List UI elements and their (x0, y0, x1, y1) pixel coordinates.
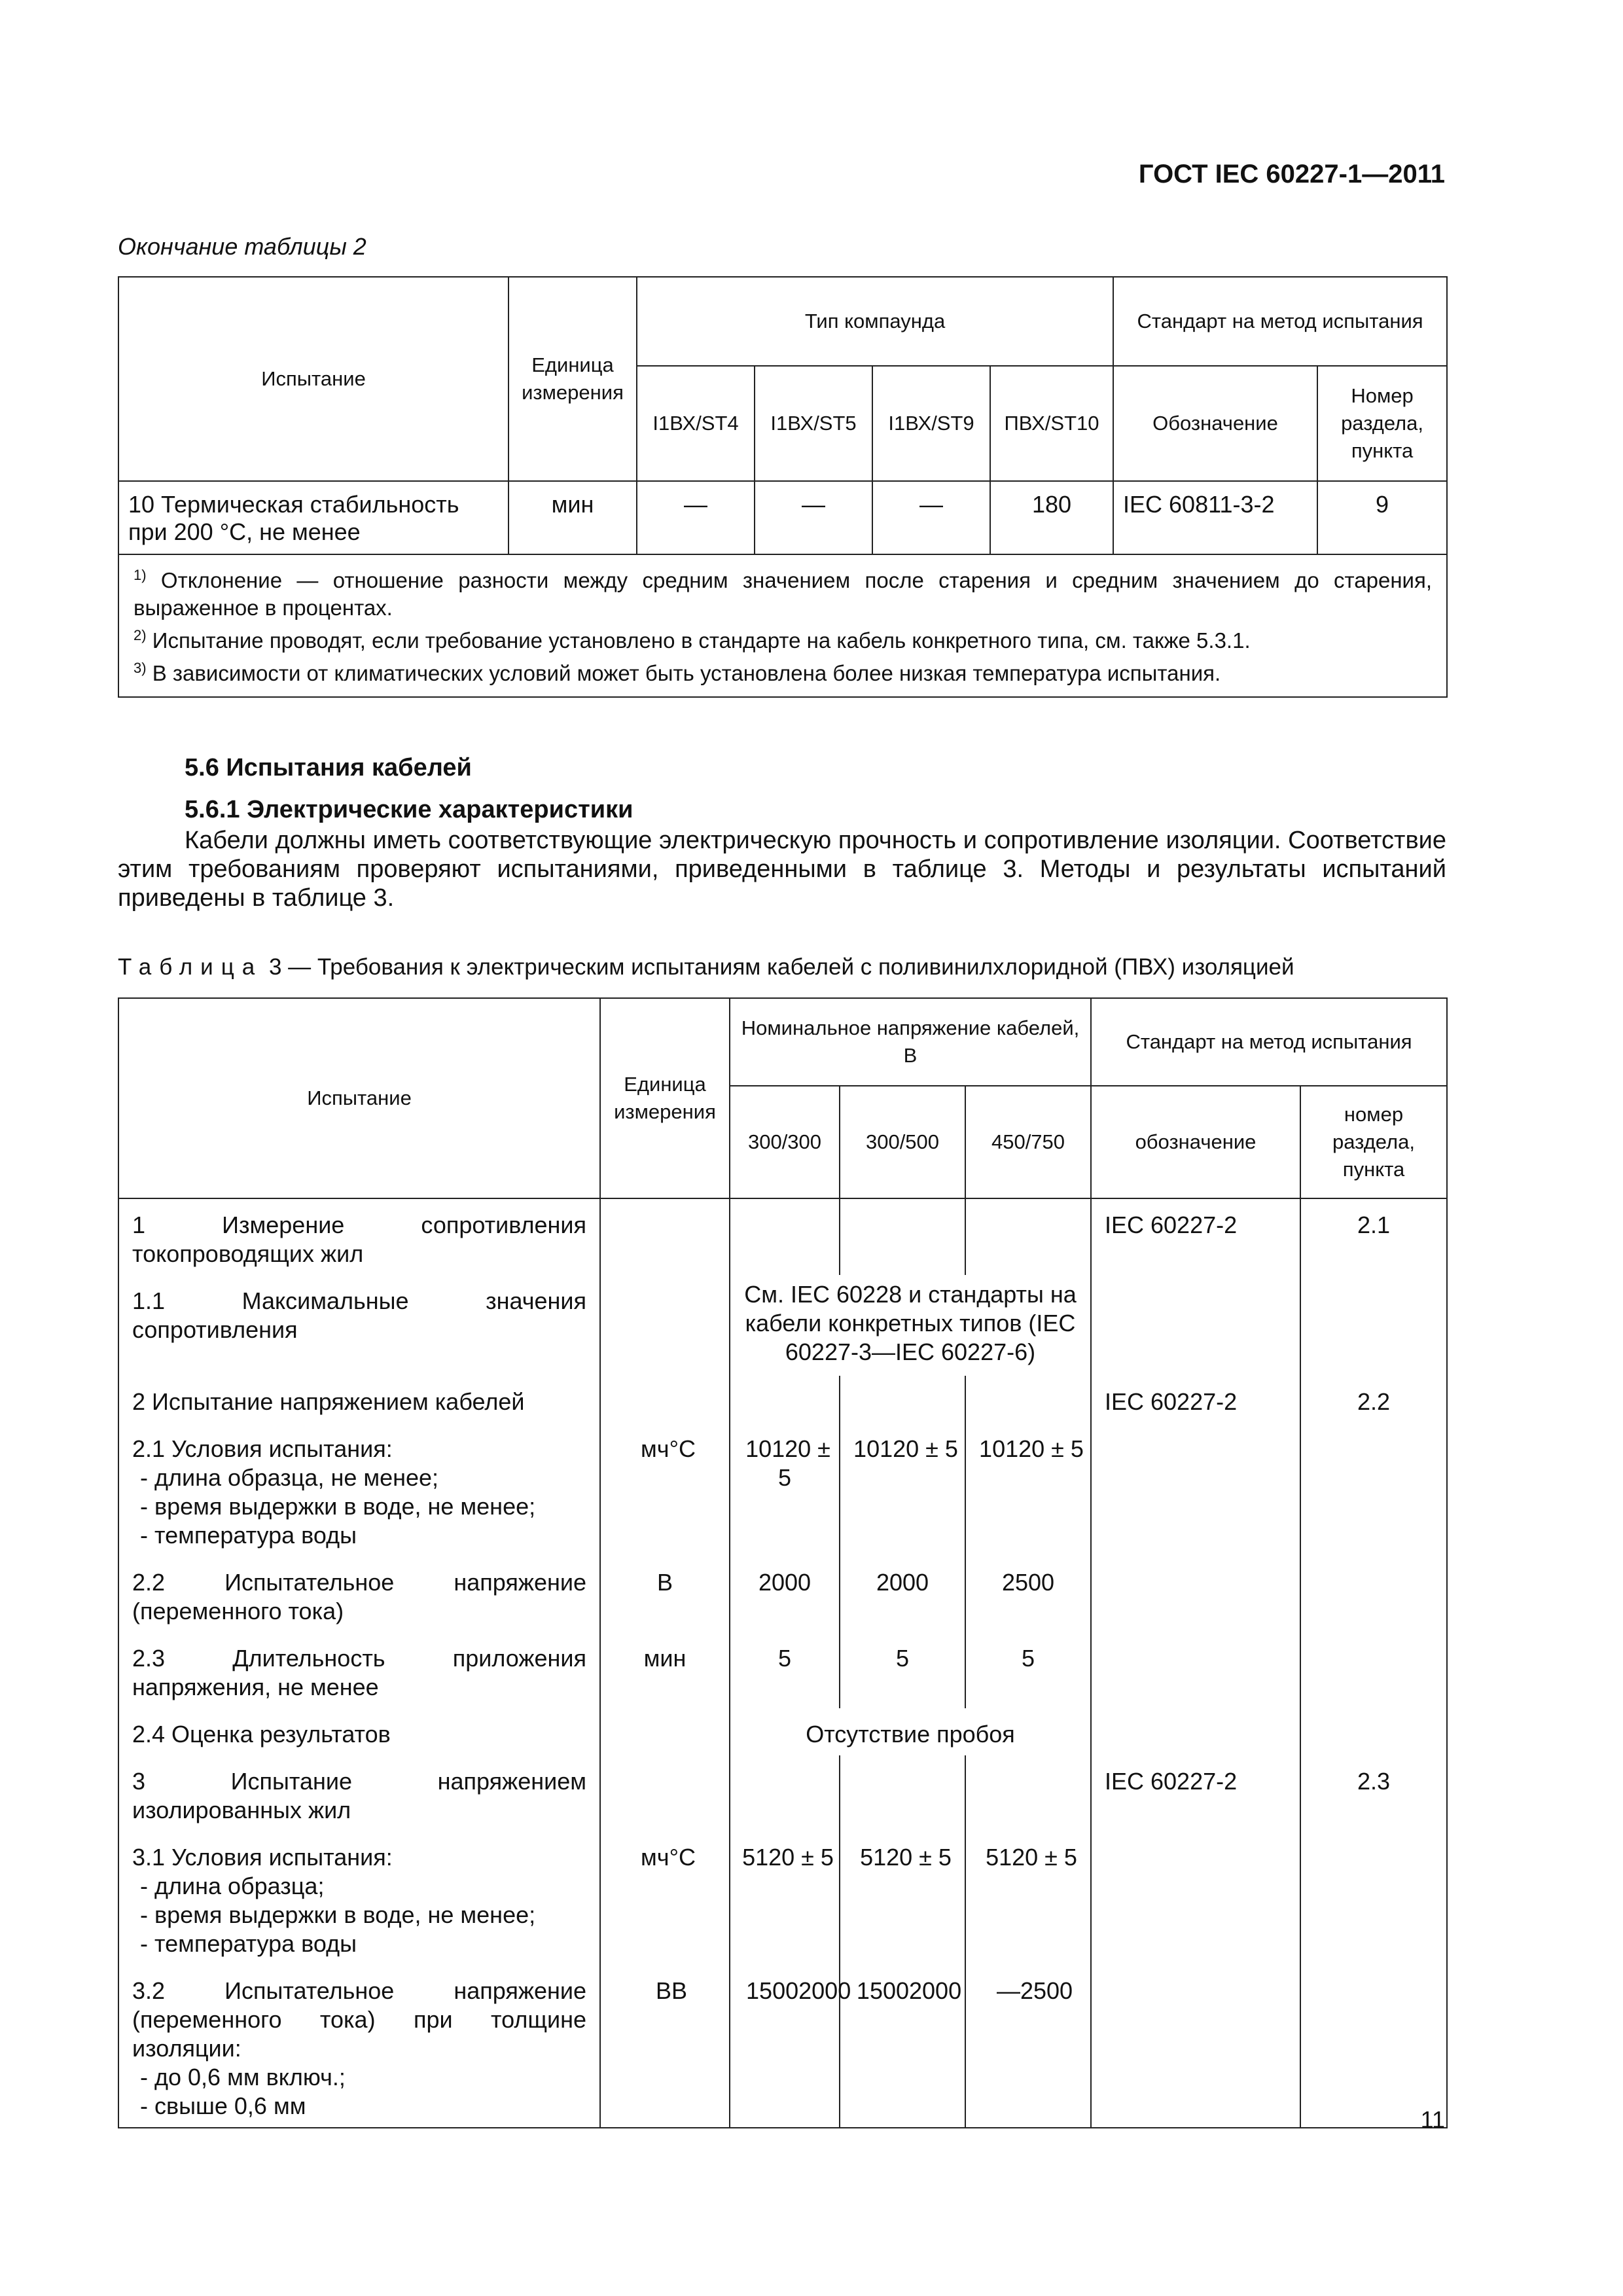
t3-cell-test: 2.3 Длительность приложения напряжения, не менее (118, 1632, 600, 1708)
table-row (118, 1965, 1447, 2128)
table-row (118, 1831, 1447, 1965)
line: - длина образца, не менее; (140, 1464, 439, 1491)
t3-header-voltage-value: 450/750 (965, 1086, 1091, 1198)
line: 2.1 Условия испытания: (132, 1435, 393, 1462)
t3-cell-value: 5120 ± 5 (840, 1831, 965, 1965)
t3-cell-value: 10120 ± 5 (840, 1423, 965, 1556)
t2-header-standard: Стандарт на метод испытания (1113, 277, 1447, 366)
t3-cell-test (118, 1423, 600, 1556)
t3-header-designation: обозначение (1091, 1086, 1300, 1198)
table2-continuation-label: Окончание таблицы 2 (118, 233, 366, 260)
t3-cell-test (118, 1965, 600, 2128)
table2-footnotes (118, 554, 1447, 697)
table-2 (118, 276, 1448, 698)
t2-cell-value: — (872, 481, 990, 554)
t3-header-voltage-value: 300/300 (730, 1086, 840, 1198)
t2-header-test: Испытание (118, 277, 508, 481)
t2-cell-designation: IEC 60811-3-2 (1113, 481, 1317, 554)
subsection-heading: 5.6.1 Электрические характеристики (185, 796, 633, 823)
line: 3.1 Условия испытания: (132, 1844, 393, 1871)
table-row (118, 481, 1447, 554)
footnote-text: В зависимости от климатических условий может быть установлена более низкая температура испытания. (152, 661, 1221, 685)
table-row (118, 1198, 1447, 1275)
page-number: 11 (1420, 2106, 1445, 2133)
footnote (134, 622, 1432, 655)
t2-cell-test: 10 Термическая стабильность при 200 °C, не менее (118, 481, 508, 554)
t3-cell-section: 2.3 (1300, 1755, 1447, 1831)
t2-header-compound-type: Тип компаунда (637, 277, 1113, 366)
t3-header-voltage-value: 300/500 (840, 1086, 965, 1198)
caption-text: 3 — Требования к электрическим испытаниям кабелей с поливинилхлоридной (ПВХ) изоляцией (262, 954, 1294, 980)
t3-cell-test: 1 Измерение сопротивления токопроводящих жил (118, 1198, 600, 1275)
t2-cell-unit: мин (508, 481, 637, 554)
t2-cell-section: 9 (1317, 481, 1447, 554)
line: - время выдержки в воде, не менее; (140, 1901, 536, 1928)
t3-cell-value: 5 (965, 1632, 1091, 1708)
t3-cell-unit: мч°C (600, 1831, 730, 1965)
line: - длина образца; (140, 1873, 325, 1899)
table-row (118, 1708, 1447, 1755)
document-id: ГОСТ IEC 60227-1—2011 (1138, 160, 1445, 188)
t3-cell-unit: мин (600, 1632, 730, 1708)
t2-header-designation: Обозначение (1113, 366, 1317, 481)
t3-header-section: номер раздела, пункта (1300, 1086, 1447, 1198)
footnote-text: Испытание проводят, если требование установлено в стандарте на кабель конкретного типа, см. также 5.3.1. (152, 628, 1251, 653)
t3-cell-unit: мч°C (600, 1423, 730, 1556)
t3-cell-value: 5 (840, 1632, 965, 1708)
t3-cell-unit: ВВ (600, 1965, 730, 2128)
caption-label: Таблица (118, 954, 263, 980)
line: - время выдержки в воде, не менее; (140, 1493, 536, 1520)
section-heading: 5.6 Испытания кабелей (185, 754, 472, 781)
t2-header-compound: ПВХ/ST10 (990, 366, 1113, 481)
t3-cell-designation: IEC 60227-2 (1091, 1755, 1300, 1831)
t3-cell-designation: IEC 60227-2 (1091, 1198, 1300, 1275)
t3-header-standard: Стандарт на метод испытания (1091, 998, 1447, 1086)
t3-header-test: Испытание (118, 998, 600, 1198)
line: - до 0,6 мм включ.; (140, 2064, 346, 2090)
t3-cell-unit: В (600, 1556, 730, 1632)
footnote (134, 655, 1432, 687)
t2-cell-value: 180 (990, 481, 1113, 554)
t2-header-section: Номер раздела, пункта (1317, 366, 1447, 481)
body-paragraph-text: Кабели должны иметь соответствующие электрическую прочность и сопротивление изоляции. Соответствие этим требованиям проверяют испытаниями, приведенными в таблице 3. Методы и результаты испытаний приведены в таблице 3. (118, 827, 1446, 912)
t3-cell-value: 5120 ± 5 (730, 1831, 840, 1965)
table3-caption (118, 954, 1294, 980)
table-3 (118, 997, 1448, 2128)
footnote-mark: 2) (134, 627, 147, 643)
table-row (118, 1275, 1447, 1376)
t3-cell-value: 2500 (965, 1556, 1091, 1632)
table-row (118, 1556, 1447, 1632)
t3-cell-section: 2.2 (1300, 1376, 1447, 1423)
t3-cell-designation: IEC 60227-2 (1091, 1376, 1300, 1423)
footnote-mark: 1) (134, 567, 147, 583)
t3-cell-test: 1.1 Максимальные значения сопротивления (118, 1275, 600, 1376)
line: 3.2 Испытательное напряжение (переменного тока) при толщине изоляции: (132, 1977, 586, 2062)
t3-cell-value: 2000 (840, 1556, 965, 1632)
footnote (134, 562, 1432, 622)
body-paragraph (118, 826, 1446, 912)
line: - температура воды (140, 1522, 357, 1549)
t3-cell-test: 2 Испытание напряжением кабелей (118, 1376, 600, 1423)
t3-cell-value: 2000 (730, 1556, 840, 1632)
footnote-mark: 3) (134, 660, 147, 676)
t3-header-voltage: Номинальное напряжение кабелей, В (730, 998, 1091, 1086)
t3-cell-test: 3 Испытание напряжением изолированных жил (118, 1755, 600, 1831)
t3-cell-value: 5 (730, 1632, 840, 1708)
t2-header-compound: I1ВХ/ST9 (872, 366, 990, 481)
footnote-text: Отклонение — отношение разности между средним значением после старения и средним значением до старения, выраженное в процентах. (134, 568, 1433, 620)
t2-header-unit: Единица измерения (508, 277, 637, 481)
t3-cell-merged: Отсутствие пробоя (730, 1708, 1091, 1755)
t3-cell-value: 10120 ± 5 (730, 1423, 840, 1556)
table-row (118, 1423, 1447, 1556)
t3-cell-value: 15002000 (730, 1965, 840, 2128)
table-row (118, 1376, 1447, 1423)
t3-cell-value: 5120 ± 5 (965, 1831, 1091, 1965)
table-row (118, 1632, 1447, 1708)
t2-cell-value: — (637, 481, 755, 554)
table-row (118, 1755, 1447, 1831)
t3-cell-section: 2.1 (1300, 1198, 1447, 1275)
t3-cell-test: 2.2 Испытательное напряжение (переменного тока) (118, 1556, 600, 1632)
t3-cell-merged: См. IEC 60228 и стандарты на кабели конкретных типов (IEC 60227-3—IEC 60227-6) (730, 1275, 1091, 1376)
t3-cell-value: —2500 (965, 1965, 1091, 2128)
t2-header-compound: I1ВХ/ST5 (755, 366, 872, 481)
line: - температура воды (140, 1930, 357, 1957)
line: - свыше 0,6 мм (140, 2092, 306, 2119)
t3-header-unit: Единица измерения (600, 998, 730, 1198)
t3-cell-value: 10120 ± 5 (965, 1423, 1091, 1556)
t3-cell-test: 2.4 Оценка результатов (118, 1708, 600, 1755)
t3-cell-value: 15002000 (840, 1965, 965, 2128)
t3-cell-test (118, 1831, 600, 1965)
t2-cell-value: — (755, 481, 872, 554)
t2-header-compound: I1ВХ/ST4 (637, 366, 755, 481)
